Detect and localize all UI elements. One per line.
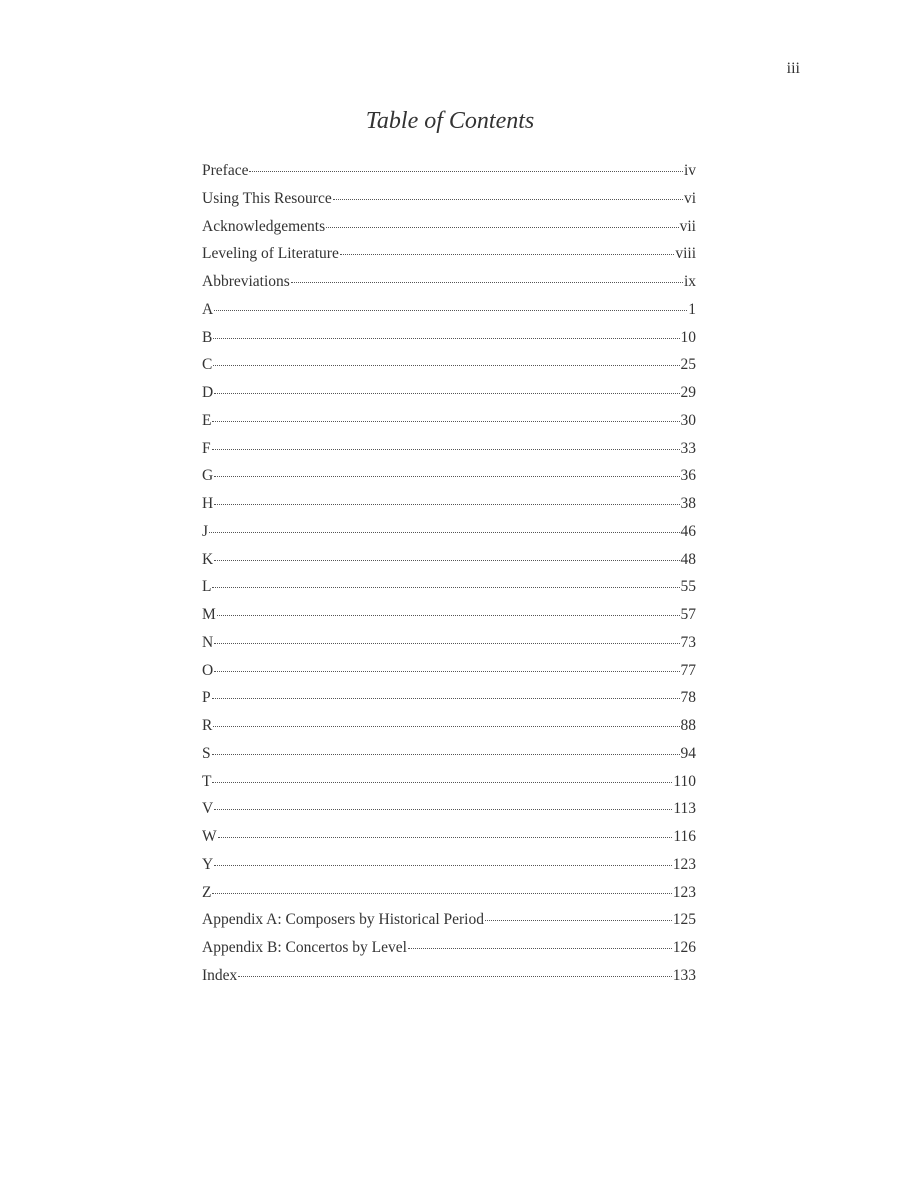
toc-entry-page-number: 55 — [680, 578, 696, 596]
toc-entry[interactable] — [202, 384, 696, 412]
toc-entry-page-number: 29 — [680, 384, 696, 401]
dot-leader — [408, 948, 672, 949]
toc-entry-label: Abbreviations — [202, 273, 290, 290]
toc-entry-label: D — [202, 384, 214, 401]
toc-entry-page-number: 126 — [672, 939, 696, 956]
toc-entry[interactable] — [202, 717, 696, 745]
toc-entry-page-number: iv — [683, 162, 696, 179]
toc-entry-label: F — [202, 439, 211, 457]
toc-entry-page-number: vi — [683, 189, 696, 207]
toc-entry-label: Acknowledgements — [202, 217, 326, 235]
toc-entry-label: G — [202, 467, 214, 485]
dot-leader — [212, 893, 671, 894]
toc-entry[interactable] — [202, 773, 696, 801]
toc-entry[interactable] — [202, 634, 696, 662]
toc-list — [202, 162, 696, 995]
toc-entry[interactable] — [202, 273, 696, 301]
toc-entry[interactable] — [202, 190, 696, 218]
toc-entry-page-number: 36 — [680, 467, 696, 485]
toc-entry-page-number: 10 — [680, 328, 696, 346]
toc-entry-page-number: 133 — [672, 966, 696, 984]
toc-entry-label: J — [202, 522, 209, 540]
toc-entry[interactable] — [202, 800, 696, 828]
toc-entry-label: Appendix B: Concertos by Level — [202, 939, 407, 956]
toc-entry-label: E — [202, 411, 212, 429]
toc-entry[interactable] — [202, 162, 696, 190]
toc-entry[interactable] — [202, 218, 696, 246]
dot-leader — [291, 282, 683, 283]
toc-entry-label: M — [202, 606, 216, 623]
dot-leader — [249, 171, 682, 172]
toc-entry-label: P — [202, 689, 211, 707]
toc-entry[interactable] — [202, 523, 696, 551]
dot-leader — [214, 393, 679, 394]
toc-entry-label: Z — [202, 883, 212, 901]
toc-entry-label: Preface — [202, 162, 249, 179]
dot-leader — [218, 837, 673, 838]
toc-entry-page-number: 123 — [672, 855, 696, 873]
dot-leader — [212, 698, 680, 699]
dot-leader — [214, 310, 687, 311]
toc-entry-page-number: 116 — [673, 828, 696, 845]
toc-entry[interactable] — [202, 606, 696, 634]
toc-title: Table of Contents — [365, 108, 535, 134]
page-number: iii — [786, 60, 800, 77]
toc-entry[interactable] — [202, 245, 696, 273]
toc-entry[interactable] — [202, 412, 696, 440]
toc-entry-page-number: vii — [679, 217, 696, 235]
toc-entry-label: O — [202, 661, 214, 679]
toc-entry[interactable] — [202, 578, 696, 606]
toc-entry-label: S — [202, 744, 211, 762]
toc-entry-page-number: 46 — [680, 522, 696, 540]
dot-leader — [214, 643, 679, 644]
toc-entry-page-number: ix — [683, 273, 696, 290]
toc-entry-page-number: 77 — [680, 661, 696, 679]
toc-entry[interactable] — [202, 856, 696, 884]
toc-entry[interactable] — [202, 828, 696, 856]
dot-leader — [238, 976, 671, 977]
toc-entry-label: L — [202, 578, 212, 596]
toc-entry-label: Leveling of Literature — [202, 245, 339, 263]
toc-entry-label: R — [202, 717, 213, 734]
toc-entry-label: Index — [202, 966, 238, 984]
toc-entry-label: B — [202, 328, 213, 346]
dot-leader — [333, 199, 683, 200]
toc-entry[interactable] — [202, 467, 696, 495]
toc-entry-page-number: 1 — [688, 300, 696, 318]
dot-leader — [212, 587, 679, 588]
toc-entry[interactable] — [202, 662, 696, 690]
toc-entry[interactable] — [202, 967, 696, 995]
toc-entry-page-number: 25 — [680, 356, 696, 374]
dot-leader — [212, 754, 680, 755]
toc-entry-label: N — [202, 633, 214, 651]
toc-entry[interactable] — [202, 911, 696, 939]
toc-entry[interactable] — [202, 329, 696, 357]
dot-leader — [217, 615, 680, 616]
dot-leader — [212, 449, 680, 450]
dot-leader — [213, 338, 679, 339]
dot-leader — [213, 365, 679, 366]
toc-entry-page-number: 57 — [680, 606, 696, 623]
toc-entry-page-number: 110 — [673, 772, 696, 790]
toc-entry-page-number: 30 — [680, 411, 696, 429]
toc-entry-page-number: viii — [675, 245, 696, 263]
toc-entry-page-number: 123 — [672, 883, 696, 901]
toc-entry-page-number: 88 — [680, 717, 696, 734]
dot-leader — [214, 476, 679, 477]
dot-leader — [340, 254, 674, 255]
dot-leader — [209, 532, 679, 533]
toc-entry[interactable] — [202, 745, 696, 773]
dot-leader — [212, 782, 672, 783]
toc-entry-page-number: 125 — [672, 911, 696, 929]
dot-leader — [485, 920, 672, 921]
toc-entry[interactable] — [202, 551, 696, 579]
dot-leader — [214, 809, 672, 810]
toc-entry-label: W — [202, 828, 217, 845]
toc-entry-page-number: 73 — [680, 633, 696, 651]
toc-entry[interactable] — [202, 356, 696, 384]
toc-entry[interactable] — [202, 884, 696, 912]
toc-entry-label: K — [202, 550, 214, 568]
toc-entry[interactable] — [202, 689, 696, 717]
toc-entry-page-number: 113 — [673, 800, 696, 818]
dot-leader — [213, 726, 679, 727]
dot-leader — [212, 421, 679, 422]
dot-leader — [214, 671, 679, 672]
toc-entry-label: V — [202, 800, 214, 818]
toc-entry-label: C — [202, 356, 213, 374]
toc-entry[interactable] — [202, 939, 696, 967]
dot-leader — [214, 865, 672, 866]
toc-entry[interactable] — [202, 440, 696, 468]
dot-leader — [326, 227, 679, 228]
toc-entry-page-number: 33 — [680, 439, 696, 457]
dot-leader — [214, 504, 679, 505]
toc-entry-page-number: 94 — [680, 744, 696, 762]
toc-entry-label: H — [202, 495, 214, 512]
toc-entry-label: T — [202, 772, 212, 790]
toc-entry-label: Using This Resource — [202, 189, 332, 207]
toc-entry[interactable] — [202, 495, 696, 523]
toc-entry-label: Appendix A: Composers by Historical Period — [202, 911, 484, 929]
toc-entry-page-number: 48 — [680, 550, 696, 568]
toc-entry-page-number: 38 — [680, 495, 696, 512]
toc-entry[interactable] — [202, 301, 696, 329]
dot-leader — [214, 560, 679, 561]
toc-entry-label: Y — [202, 855, 214, 873]
toc-entry-label: A — [202, 300, 214, 318]
toc-entry-page-number: 78 — [680, 689, 696, 707]
